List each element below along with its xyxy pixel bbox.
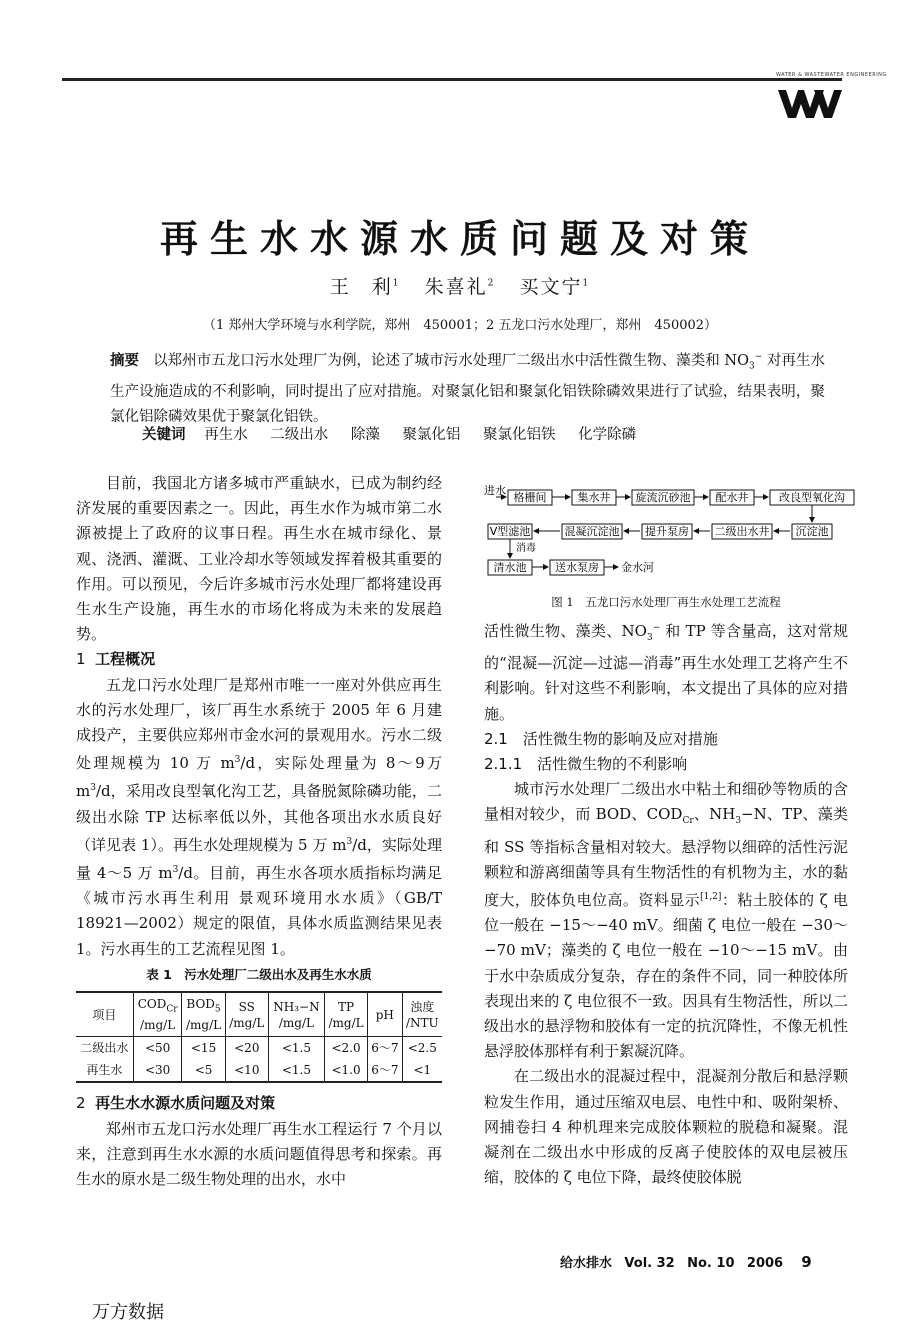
flow-step: 集水井 bbox=[577, 491, 611, 504]
table-header bbox=[225, 992, 268, 1037]
section-heading-1 bbox=[76, 647, 442, 672]
text-run: 五龙口污水处理厂是郑州市唯一一座对外供应再生水的污水处理厂，该厂再生水系统于 2005 年 6 月建成投产，主要供应郑州市金水河的景观用水。污水二级处理规模为 10 万 m bbox=[76, 675, 442, 773]
text-run: 和 TP 等含量高，这对常规的“混凝—沉淀—过滤—消毒”再生水处理工艺将产生不利影响。针对这些不利影响，本文提出了具体的应对措施。 bbox=[484, 622, 848, 723]
section-title: 再生水水源水质问题及对策 bbox=[95, 1094, 276, 1113]
header-rule bbox=[62, 78, 842, 81]
header-unit: /mg/L bbox=[278, 1015, 314, 1030]
affiliation: （1 郑州大学环境与水利学院，郑州 450001；2 五龙口污水处理厂，郑州 450002） bbox=[202, 318, 718, 333]
flow-inlet-label: 进水 bbox=[484, 484, 506, 497]
table-header bbox=[76, 992, 133, 1037]
text-run: 活性微生物、藻类、NO bbox=[484, 622, 647, 640]
text-run: /d，实际处理量为 8～9万 m bbox=[76, 754, 442, 801]
table-caption: 表 1 污水处理厂二级出水及再生水水质 bbox=[146, 966, 372, 982]
flow-step: 旋流沉砂池 bbox=[635, 491, 691, 504]
header-text: NH₃−N bbox=[273, 999, 320, 1014]
subscript: 3 bbox=[735, 816, 742, 827]
table-cell: <1.5 bbox=[268, 1059, 324, 1082]
logo-caption: WATER & WASTEWATER ENGINEERING bbox=[776, 72, 887, 78]
author-list bbox=[0, 272, 920, 299]
header-text: SS bbox=[238, 999, 255, 1014]
author-mark: 2 bbox=[487, 278, 496, 289]
paper-title: 再生水水源水质问题及对策 bbox=[159, 217, 760, 261]
section-title: 工程概况 bbox=[95, 650, 156, 669]
process-flow-diagram bbox=[484, 484, 860, 584]
flow-step: 配水井 bbox=[715, 491, 749, 504]
year: 2006 bbox=[746, 1256, 784, 1271]
header-unit: /mg/L bbox=[328, 1015, 364, 1030]
text-run: ：粘土胶体的 ζ 电位一般在 −15～−40 mV。细菌 ζ 电位一般在 −30～−70 mV；藻类的 ζ 电位一般在 −10～−15 mV。由于水中杂质成分复杂，存在的条件不同，同一种胶体所表现出来的 ζ 电位很不一致。因具有生物活性，所以二级出水的悬浮物和胶体有一定的抗沉降性，不像无机性悬浮胶体那样有利于絮凝沉降。 bbox=[484, 891, 848, 1061]
keyword: 化学除磷 bbox=[578, 427, 637, 443]
keyword: 聚氯化铝 bbox=[402, 427, 461, 443]
header-unit: /mg/L bbox=[140, 1018, 176, 1033]
header-unit: /mg/L bbox=[185, 1018, 222, 1033]
subscript: 3 bbox=[646, 633, 653, 643]
text-run: /d。目前，再生水各项水质指标均满足《城市污水再生利用 景观环境用水水质》（GB/T 18921—2002）规定的限值，具体水质监测结果见表 1。污水再生的工艺流程见图 1。 bbox=[76, 864, 442, 958]
superscript: 3 bbox=[90, 783, 96, 794]
superscript: − bbox=[652, 623, 661, 633]
flow-step: 提升泵房 bbox=[645, 525, 689, 538]
abstract-text-cont: 对再生水生产设施造成的不利影响，同时提出了应对措施。对聚氯化铝和聚氯化铝铁除磷效果进行了试验，结果表明，聚氯化铝除磷效果优于聚氯化铝铁。 bbox=[110, 352, 825, 425]
header-text: COD bbox=[137, 997, 167, 1012]
table-header bbox=[402, 992, 442, 1037]
author-name: 买文宁 bbox=[519, 276, 583, 298]
text-run: 、NH bbox=[693, 805, 736, 824]
flow-disinfect-label: 消毒 bbox=[516, 543, 536, 554]
table-cell: <10 bbox=[225, 1059, 268, 1082]
abstract bbox=[110, 345, 825, 430]
header-text: 项目 bbox=[92, 1007, 117, 1022]
text-run: /d，实际处理量 4～5 万 m bbox=[76, 835, 442, 883]
table-header bbox=[182, 992, 225, 1037]
section-number: 2 bbox=[76, 1094, 86, 1113]
author-name: 朱喜礼 bbox=[424, 276, 488, 298]
header-text: BOD bbox=[186, 997, 215, 1012]
table-cell: <1 bbox=[402, 1059, 442, 1082]
subscript: Cr bbox=[682, 816, 694, 827]
flow-step: 沉淀池 bbox=[795, 525, 829, 538]
keyword: 二级出水 bbox=[270, 427, 329, 443]
page-number: 9 bbox=[801, 1253, 812, 1271]
table-header bbox=[268, 992, 324, 1037]
citation-ref: [1,2] bbox=[700, 892, 722, 903]
table-cell: <2.5 bbox=[402, 1037, 442, 1060]
coagulation-paragraph: 在二级出水的混凝过程中，混凝剂分散后和悬浮颗粒发生作用，通过压缩双电层、电性中和、吸附架桥、网捕卷扫 4 种机理来完成胶体颗粒的脱稳和凝聚。混凝剂在二级出水中形成的反离子使胶体的双电层被压缩，胶体的 ζ 电位下降，最终使胶体脱 bbox=[484, 1067, 848, 1187]
section-number: 1 bbox=[76, 650, 86, 669]
flow-step: 格栅间 bbox=[513, 491, 547, 504]
table-row bbox=[76, 1059, 442, 1082]
right-column bbox=[484, 616, 848, 1190]
author-mark: 1 bbox=[392, 278, 401, 289]
table-cell: 6～7 bbox=[368, 1037, 402, 1060]
section2-paragraph: 郑州市五龙口污水处理厂再生水工程运行 7 个月以来，注意到再生水水源的水质问题值得思考和探索。再生水的原水是二级生物处理的出水，水中 bbox=[76, 1119, 442, 1189]
flow-step: V型滤池 bbox=[489, 525, 531, 538]
left-column bbox=[76, 471, 442, 1192]
table-row bbox=[76, 1037, 442, 1060]
table-cell: <1.5 bbox=[268, 1037, 324, 1060]
text-run: /d，采用改良型氧化沟工艺，具备脱氮除磷功能，二级出水除 TP 达标率低以外，其他各项出水水质良好（详见表 1）。再生水处理规模为 5 万 m bbox=[76, 782, 442, 854]
table-cell: <15 bbox=[182, 1037, 225, 1060]
subsubsection-heading: 2.1.1 活性微生物的不利影响 bbox=[484, 755, 688, 774]
issue: No. 10 bbox=[687, 1256, 735, 1271]
section-heading-2 bbox=[76, 1091, 442, 1116]
superscript: 3 bbox=[346, 836, 353, 847]
flow-step: 清水池 bbox=[493, 561, 527, 574]
continued-paragraph bbox=[484, 616, 848, 727]
superscript: 3 bbox=[172, 865, 179, 876]
keywords-label: 关键词 bbox=[142, 427, 186, 443]
overview-paragraph bbox=[76, 673, 442, 962]
text-run: −N、TP、藻类和 SS 等指标含量相对较大。悬浮物以细碎的活性污泥颗粒和游离细菌等具有生物活性的有机物为主，水的黏度大，胶体负电位高。资料显示 bbox=[484, 805, 849, 910]
table-cell: <20 bbox=[225, 1037, 268, 1060]
journal-name: 给水排水 bbox=[560, 1256, 613, 1271]
figure-caption: 图 1 五龙口污水处理厂再生水处理工艺流程 bbox=[551, 595, 781, 609]
microbe-paragraph bbox=[484, 777, 848, 1064]
text-run: 城市污水处理厂二级出水中粘土和细砂等物质的含量相对较少，而 BOD、COD bbox=[484, 780, 848, 824]
header-text: pH bbox=[375, 1007, 394, 1022]
keyword: 聚氯化铝铁 bbox=[483, 427, 556, 443]
table-cell: 再生水 bbox=[86, 1063, 123, 1078]
table-cell: 6～7 bbox=[368, 1059, 402, 1082]
table-header bbox=[133, 992, 182, 1037]
keyword: 除藻 bbox=[350, 427, 380, 443]
table-cell: 二级出水 bbox=[80, 1041, 129, 1056]
header-sub: Cr bbox=[166, 1004, 178, 1015]
table-cell: <1.0 bbox=[324, 1059, 367, 1082]
header-sub: 5 bbox=[214, 1004, 221, 1015]
page-footer bbox=[560, 1252, 812, 1271]
table-cell: <30 bbox=[133, 1059, 182, 1082]
author-mark: 1 bbox=[582, 278, 591, 289]
flow-step: 混凝沉淀池 bbox=[564, 525, 620, 538]
table-header-row bbox=[76, 992, 442, 1037]
intro-paragraph: 目前，我国北方诸多城市严重缺水，已成为制约经济发展的重要因素之一。因此，再生水作为城市第二水源被提上了政府的议事日程。再生水在城市绿化、景观、浇洒、灌溉、工业冷却水等领域发挥着极其重要的作用。可以预见，今后许多城市污水处理厂都将建设再生水生产设施，再生水的市场化将成为未来的发展趋势。 bbox=[76, 474, 442, 644]
keywords bbox=[142, 423, 654, 444]
header-unit: /NTU bbox=[405, 1015, 439, 1030]
abstract-sub: 3 bbox=[748, 361, 755, 372]
table-header bbox=[368, 992, 402, 1037]
flow-outlet-label: 金水河 bbox=[621, 561, 654, 574]
abstract-label: 摘要 bbox=[110, 352, 140, 369]
watermark: 万方数据 bbox=[92, 1302, 164, 1323]
header-text: 浊度 bbox=[410, 999, 435, 1014]
header-unit: /mg/L bbox=[229, 1015, 265, 1030]
table-cell: <2.0 bbox=[324, 1037, 367, 1060]
keyword: 再生水 bbox=[204, 427, 248, 443]
abstract-sup: − bbox=[754, 352, 763, 362]
flow-step: 二级出水井 bbox=[714, 525, 770, 538]
flow-step: 改良型氧化沟 bbox=[779, 491, 845, 504]
volume: Vol. 32 bbox=[624, 1256, 675, 1271]
header-text: TP bbox=[337, 999, 355, 1014]
abstract-text: 以郑州市五龙口污水处理厂为例，论述了城市污水处理厂二级出水中活性微生物、藻类和 NO bbox=[153, 352, 749, 369]
table-cell: <50 bbox=[133, 1037, 182, 1060]
table-cell: <5 bbox=[182, 1059, 225, 1082]
author-name: 王 利 bbox=[329, 276, 393, 298]
journal-logo-icon bbox=[770, 72, 850, 122]
subsection-heading: 2.1 活性微生物的影响及应对措施 bbox=[484, 729, 718, 748]
flow-step: 送水泵房 bbox=[555, 561, 599, 574]
table-header bbox=[324, 992, 367, 1037]
superscript: 3 bbox=[234, 755, 241, 766]
water-quality-table bbox=[76, 991, 442, 1083]
